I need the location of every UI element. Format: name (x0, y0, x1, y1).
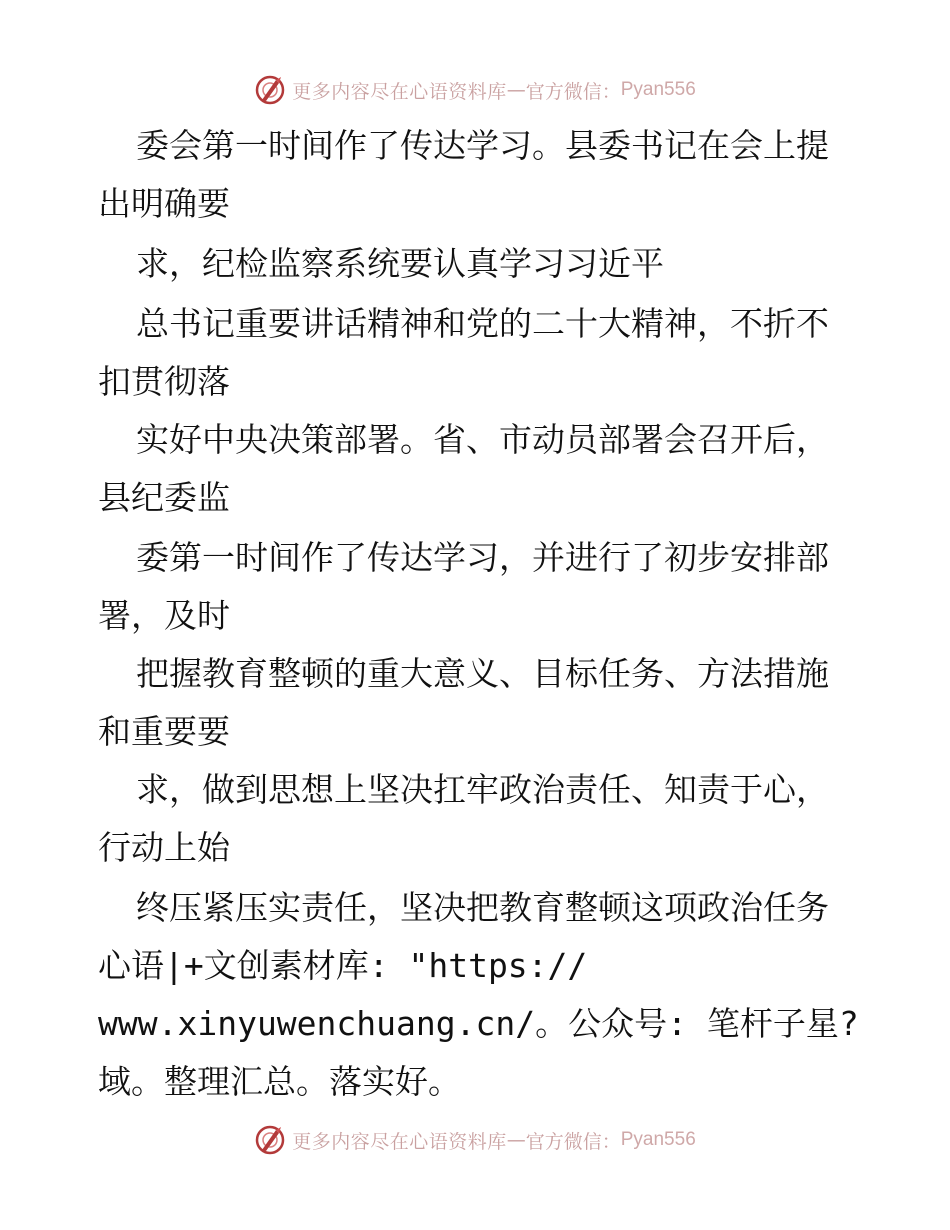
body-line: 委第一时间作了传达学习，并进行了初步安排部 (136, 538, 829, 577)
header-watermark-banner (0, 70, 950, 110)
body-line: 终压紧压实责任，坚决把教育整顿这项政治任务 (136, 888, 829, 927)
body-line: 把握教育整顿的重大意义、目标任务、方法措施 (136, 654, 829, 693)
body-line: 委会第一时间作了传达学习。县委书记在会上提 (136, 126, 829, 165)
body-line: www.xinyuwenchuang.cn/。公众号: 笔杆子星? (98, 1004, 859, 1043)
body-line: 心语|+文创素材库: "https:// (98, 946, 588, 985)
body-line: 扣贯彻落 (98, 362, 230, 401)
banner-text: 更多内容尽在心语资料库 (292, 80, 507, 103)
body-line: 域。整理汇总。落实好。 (98, 1062, 461, 1101)
body-line: 县纪委监 (98, 478, 230, 517)
banner-dash: — (506, 79, 526, 101)
quill-logo-icon (254, 74, 286, 106)
body-line: 行动上始 (98, 828, 230, 867)
banner-wechat-label: 官方微信： (525, 80, 621, 103)
banner-wechat-label: 官方微信： (525, 1130, 621, 1153)
banner-wechat-id: Pyan556 (620, 79, 696, 100)
quill-logo-icon (254, 1124, 286, 1156)
body-line: 求，纪检监察系统要认真学习习近平 (136, 244, 664, 283)
body-line: 实好中央决策部署。省、市动员部署会召开后， (136, 420, 829, 459)
banner-dash: — (506, 1129, 526, 1151)
banner-text: 更多内容尽在心语资料库 (292, 1130, 507, 1153)
body-line: 总书记重要讲话精神和党的二十大精神，不折不 (136, 304, 829, 343)
footer-watermark-banner (0, 1120, 950, 1160)
body-line: 署，及时 (98, 596, 230, 635)
body-line: 求，做到思想上坚决扛牢政治责任、知责于心， (136, 770, 829, 809)
body-line: 出明确要 (98, 184, 230, 223)
body-line: 和重要要 (98, 712, 230, 751)
banner-wechat-id: Pyan556 (620, 1129, 696, 1150)
